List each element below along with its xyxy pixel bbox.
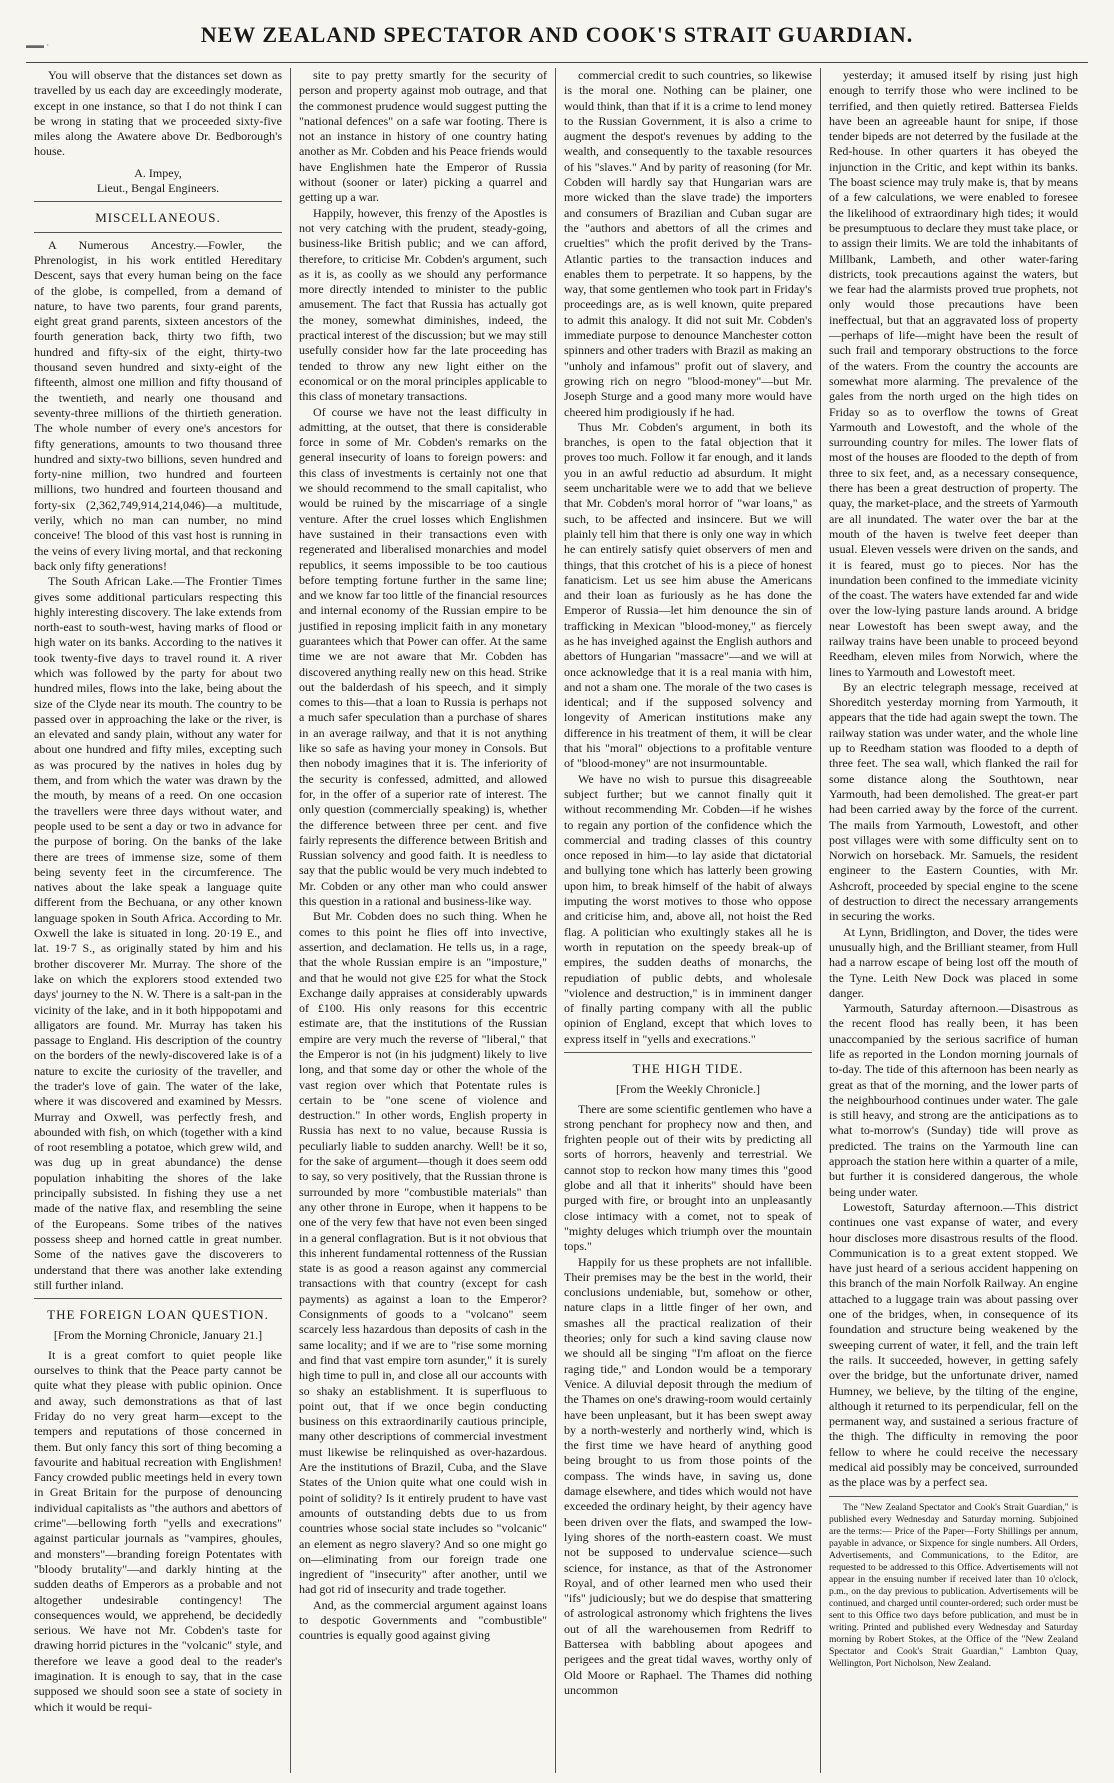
article-source: [From the Weekly Chronicle.] [615,1082,761,1097]
section-divider [34,1298,282,1299]
column-2 [291,68,556,1773]
signature-name: A. Impey, [134,165,182,180]
miscellaneous-heading: MISCELLANEOUS. [95,210,221,226]
section-divider [34,201,282,202]
foreign-loan-heading: THE FOREIGN LOAN QUESTION. [47,1307,269,1323]
publisher-imprint: The "New Zealand Spectator and Cook's Strait Guardian," is published every Wednesday and Saturday morning. Subjoined are the terms:— Price of the Paper—Forty Shillings per annum, payable in advance, or Sixpence for single numbers. All Orders, Advertisements, and Communications, to the Editor, are requested to be addressed to this Office. Advertisements will not appear in the ensuing number if received later than 10 o'clock, p.m., on the day previous to publication. Advertisements will be continued, and charged until counter-ordered; such order must be sent to this Office two days before publication, and must be in writing. Printed and published every Wednesday and Saturday morning by Robert Stokes, at the Office of the "New Zealand Spectator and Cook's Strait Guardian," Lambton Quay, Wellington, Port Nicholson, New Zealand. [829,1502,1078,1669]
signature-role: Lieut., Bengal Engineers. [96,181,220,196]
masthead [26,18,1088,63]
masthead-title: NEW ZEALAND SPECTATOR AND COOK'S STRAIT GUARDIAN. [200,22,914,47]
article-paragraph: commercial credit to such countries, so likewise is the moral one. Nothing can be plainer, one would think, than that if it is a crime to lend money to the Russian Government, it is also a crime to augment the despot's revenues by adding to the wealth, and consequently to the taxable resources of his "slaves." And by parity of reasoning (for Mr. Cobden will hardly say that Hungarian wars are more wicked than the slave trade) the importers and consumers of Brazilian and Cuban sugar are the "authors and abettors of all the crimes and cruelties" which the profit derived by the Trans-Atlantic parties to the transaction induces and enables them to perpetrate. It so happens, by the way, that some gentlemen who took part in Friday's proceedings are, as is well known, quite prepared to admit this analogy. It did not suit Mr. Cobden's immediate purpose to denounce Manchester cotton spinners and other traders with Brazil as making an "unholy and infamous" profit out of slavery, and growing rich on negro "blood-money"—but Mr. Joseph Sturge and a good many more would have cheered him prodigiously if he had. [564,68,812,419]
article-paragraph: Happily for us these prophets are not infallible. Their premises may be the best in the world, their conclusions undeniable, but, somehow or other, nature claps in a little finger of her own, and smashes all the practical realization of their theories; only for such a kind saving clause now we should all be singing "I'm afloat on the fierce raging tide," and London would be a temporary Venice. A diluvial deposit through the medium of the Thames on one's drawing-room would certainly have been unpleasant, but it has been swept away by a north-westerly and northerly wind, which is the first time we have heard of anything good being brought to us from those points of the compass. The winds have, in saving us, done damage elsewhere, and tides which would not have exceeded the ordinary height, by their agency have been driven over the flats, and swamped the low-lying shores of the north-eastern coast. We must not be supposed to undervalue science—such science, for instance, as that of the Astronomer Royal, and of other learned men who used their "ifs" judiciously; but we do despise that smattering of astrological astronomy which frightens the lives out of all the warehousemen from Redriff to Battersea with babbling about apogees and perigees and the great tidal waves, worthy only of Old Moore or Raphael. The Thames did nothing uncommon [564,1254,812,1697]
column-3 [556,68,821,1773]
article-paragraph: Happily, however, this frenzy of the Apostles is not very catching with the prudent, steady-going, business-like British public; and we can afford, therefore, to criticise Mr. Cobden's argument, such as it is, as coolly as we should any performance more directly intended to minister to the public amusement. The fact that Russia has actually got the money, somewhat diminishes, indeed, the practical interest of the discussion; but we may still usefully consider how far the late proceeding has tended to throw any new light either on the economical or on the moral principles applicable to this class of monetary transactions. [299,205,547,404]
article-paragraph: And, as the commercial argument against loans to despotic Governments and "combustible" countries is equally good against giving [299,1597,547,1643]
column-4 [821,68,1086,1773]
section-divider [34,232,282,233]
article-paragraph: By an electric telegraph message, received at Shoreditch yesterday morning from Yarmouth, it appears that the tide had again swept the town. The railway station was under water, and the whole line up to Reedham station was flooded to a depth of three feet. The sea wall, which flanked the rail for some distance along the Southtown, near Yarmouth, had been demolished. The great-er part had been carried away by the force of the current. The mails from Yarmouth, Lowestoft, and other post villages were with some difficulty sent on to Norwich on horseback. Mr. Samuels, the resident engineer to the Eastern Counties, with Mr. Ashcroft, proceeded by special engine to the scene of destruction to direct the necessary arrangements in securing the works. [829,679,1078,924]
article-paragraph: Of course we have not the least difficulty in admitting, at the outset, that there is considerable force in some of Mr. Cobden's remarks on the general insecurity of loans to foreign powers: and this class of investments is certainly not one that we should recommend to the small capitalist, who would be ruined by the miscarriage of a single venture. After the cruel losses which Englishmen have sustained in their transactions even with regenerated and liberalised monarchies and model republics, it seems impossible to be too cautious before tempting fortune further in the same line; and we know far too little of the financial resources and internal economy of the Russian empire to be justified in reposing implicit faith in any monetary guarantees which that Power can offer. At the same time we are not aware that Mr. Cobden has discovered anything really new on this head. Strike out the balderdash of his speech, and it simply comes to this—that a loan to Russia is perhaps not a much safer speculation than a purchase of shares in an average railway, and that it is not anything like so safe as having your money in Consols. But then nobody imagines that it is. The inferiority of the security is confessed, admitted, and allowed for, in the offer of a superior rate of interest. The only question (commercially speaking) is, whether the difference between three per cent. and five fairly represents the difference between British and Russian solvency and good faith. It is needless to say that the public would be very much indebted to Mr. Cobden or any other man who could answer this question in a rational and business-like way. [299,404,547,909]
column-1 [26,68,291,1773]
article-paragraph: But Mr. Cobden does no such thing. When he comes to this point he flies off into invective, assertion, and declamation. He tells us, in a rage, that the whole Russian empire is an "imposture," and that he would not give £25 for what the Stock Exchange daily appraises at considerably upwards of £100. His only reasons for this eccentric estimate are, that the institutions of the Russian empire are very much the reverse of "liberal," that the Emperor is not (in his judgment) likely to live long, and that some day or other the whole of the vast region over which that Potentate rules is certain to be "one scene of violence and destruction." In other words, English property in Russia has next to no value, because Russia is peculiarly liable to sudden anarchy. Well! be it so, for the sake of argument—though it does seem odd to say, so very positively, that the Russian throne is surrounded by more "combustible materials" than any other throne in Europe, when it happens to be one of the very few that have not even been singed in a general conflagration. But is it not obvious that this inherent fundamental rottenness of the Russian state is as good a reason against any commercial transactions with that country (except for cash payments) as against a loan to the Emperor? Consignments of goods to a "volcano" seem scarcely less hazardous than deposits of cash in the same locality; and if we are to "rise some morning and find that vast empire torn asunder," it is surely high time to pull in, and close all our accounts with so shaky an establishment. It is superfluous to point out, that if we once begin conducting business on this extraordinarily cautious principle, many other descriptions of commercial investment must likewise be relinquished as over-hazardous. Are the institutions of Brazil, Cuba, and the Slave States of the Union quite what one could wish in point of solidity? Is it entirely prudent to have vast amounts of outstanding debts due to us from countries whose social state includes so "volcanic" an element as negro slavery? And so one might go on—eliminating from our foreign trade one ingredient of "insecurity" after another, until we had got rid of insecurity and trade together. [299,909,547,1597]
article-paragraph: Lowestoft, Saturday afternoon.—This district continues one vast expanse of water, and every hour discloses more disastrous results of the flood. Communication is to a great extent stopped. We have just heard of a serious accident happening on this branch of the main Norfolk Railway. An engine attached to a luggage train was about passing over one of the bridges, when, in consequence of its foundation and structure being weakened by the sweeping current of water, it fell, and the train left the rails. It succeeded, however, in getting safely over the bridge, but the unfortunate driver, named Humney, we believe, by the tilting of the engine, although it returned to its perpendicular, fell on the permanent way, and sustained a serious fracture of the thigh. The difficulty in removing the poor fellow to where he could receive the necessary medical aid possibly may be conceived, surrounded as the place was by a perfect sea. [829,1199,1078,1490]
article-paragraph: site to pay pretty smartly for the security of person and property against mob outrage, and that the commonest prudence would suggest putting the "national defences" on a safe war footing. There is not an instance in history of one country hating another as Mr. Cobden and his Peace friends would have Englishmen hate the Emperor of Russia without (sooner or later) picking a quarrel and getting up a war. [299,68,547,205]
section-divider [829,1496,1078,1497]
article-paragraph: yesterday; it amused itself by rising just high enough to terrify those who were inclined to be terrified, and then quietly retired. Battersea Fields have been an agreeable haunt for snipe, if those tender bipeds are not deterred by the fusilade at the Red-house. In other quarters it has obeyed the injunction in the Critic, and kept within its banks. The boast science may truly make is, that by means of a few calculations, we were enabled to foresee the likelihood of extraordinary high tides; it would be presumptuous to declare they must take place, or to assign their limits. We are told the inhabitants of Millbank, Lambeth, and other water-faring districts, took precautions against the waters, but we fear had the alarmists proved true prophets, not only would those precautions have been ineffectual, but that an aggravated loss of property—perhaps of life—might have been the result of such frail and temporary obstructions to the force of the waters. From the country the accounts are somewhat more alarming. The prevalence of the gales from the north urged on the high tides on Friday so as to overflow the towns of Great Yarmouth and Lowestoft, and the whole of the surrounding country for miles. The lower flats of most of the houses are flooded to the depth of from three to six feet, and, as a necessary consequence, there has been a great destruction of property. The quay, the market-place, and the streets of Yarmouth are all inundated. The water over the bar at the mouth of the haven is twelve feet deeper than usual. Eleven vessels were driven on the sands, and it is feared, must go to pieces. Nor has the inundation been confined to the immediate vicinity of the coast. The waters have extended far and wide over the low-lying pasture lands around. A bridge near Lowestoft has been swept away, and the railway trains have been unable to proceed beyond Reedham, eleven miles from Norwich, where the lines to Yarmouth and Lowestoft meet. [829,68,1079,679]
article-paragraph: A Numerous Ancestry.—Fowler, the Phrenologist, in his work entitled Hereditary Descent, says that every human being on the face of the globe, is compelled, from a demand of nature, to have two parents, four grand parents, eight great grand parents, sixteen ancestors of the fourth generation back, thirty two fifth, two hundred and fifty-six of the eight, thirty-two thousand seven hundred and sixty-eight of the fifteenth, almost one million and fifty thousand of the twentieth, and nearly one thousand and seventy-three millions of the thirtieth generation. The whole number of every one's ancestors for fifty generations, amounts to two thousand three hundred and sixty-two billions, seven hundred and forty-nine million, two hundred and fourteen millions, two hundred and fourteen thousand and forty-six (2,362,749,914,214,046)—a multitude, verily, which no man can number, no mind conceive! The blood of this vast host is running in the veins of every living mortal, and that reckoning back only fifty generations! [34,237,282,573]
article-paragraph: It is a great comfort to quiet people like ourselves to think that the Peace party cannot be quite what they please with public opinion. Once and away, such demonstrations as that of last Friday do no very great harm—except to the tempers and reputations of those concerned in them. But only fancy this sort of thing becoming a favourite and habitual recreation with Englishmen! Fancy crowded public meetings held in every town in Great Britain for the purpose of denouncing individual capitalists as "the authors and abettors of crime"—bellowing forth "yells and execrations" against particular journals as "vampires, ghoules, and monsters"—branding foreign Potentates with "bloody brutality"—and darkly hinting at the sudden deaths of Emperors as a probable and not altogether undesirable contingency! The consequences would, we apprehend, be decidedly serious. We have not Mr. Cobden's taste for drawing horrid pictures in the "volcanic" style, and therefore we leave a good deal to the reader's imagination. It is enough to say, that in the case supposed we should soon see a state of society in which it would be requi- [34,1347,282,1714]
folio-mark: ▬▬ · [26,40,50,50]
columns-container [26,68,1088,1773]
article-source: [From the Morning Chronicle, January 21.] [53,1328,263,1343]
article-paragraph: There are some scientific gentlemen who have a strong penchant for prophecy now and then, and frighten people out of their wits by predicting all sorts of horrors, heavenly and terrestrial. We cannot stop to reckon how many times this "good globe and all that it inherits" should have been purged with fire, or brought into an unpleasantly close intimacy with a comet, not to speak of "mighty deluges which triumph over the mountain tops." [564,1101,812,1254]
article-paragraph: At Lynn, Bridlington, and Dover, the tides were unusually high, and the Brilliant steamer, from Hull had a narrow escape of being lost off the mouth of the Tyne. Leith New Dock was placed in some danger. [829,924,1078,1000]
article-paragraph: Yarmouth, Saturday afternoon.—Disastrous as the recent flood has really been, it has been unaccompanied by the serious sacrifice of human life as reported in the London morning journals of to-day. The tide of this afternoon has been nearly as great as that of the morning, and the lower parts of the neighbourhood continues under water. The gale is still heavy, and strong are the anticipations as to what to-morrow's (Sunday) tide will prove as predicted. The trains on the Yarmouth line can approach the station here within a quarter of a mile, but further it is considered dangerous, the whole being under water. [829,1001,1078,1199]
letter-conclusion: You will observe that the distances set down as travelled by us each day are exceedingly moderate, except in one instance, so that I do not think I can be wrong in stating that we proceeded sixty-five miles along the Awatere above Dr. Bedborough's house. [34,68,282,159]
high-tide-heading: THE HIGH TIDE. [632,1061,744,1076]
article-paragraph: The South African Lake.—The Frontier Times gives some additional particulars respecting this highly interesting discovery. The lake extends from north-east to south-west, having marks of flood or high water on its banks. According to the natives it took twenty-five days to travel round it. A river which was followed by the party for about two hundred miles, flows into the lake, being about the size of the Clyde near its mouth. The country to be passed over in approaching the lake or the river, is an elevated and sandy plain, without any water for about one hundred and fifty miles, excepting such as was procured by the natives in holes dug by them, and from which the water was drawn by the the mouth, by means of a reed. On one occasion the travellers were three days without water, and people used to be sent a day or two in advance for the purpose of boring. On the banks of the lake there are trees of immense size, some of them being seventy feet in the circumference. The natives about the lake speak a language quite different from the Bechuana, or any other known language spoken in South Africa. According to Mr. Oxwell the lake is situated in long. 20·19 E., and lat. 19·7 S., as originally stated by him and his brother discoverer Mr. Murray. The shore of the lake on which the explorers stood extended two days' journey to the N. W. There is a salt-pan in the vicinity of the lake, and in it both hippopotami and alligators are found. Mr. Murray has taken his passage to England. His description of the country on the borders of the newly-discovered lake is of a nature to excite the curiosity of the traveller, and the trader's love of gain. The water of the lake, where it was discovered and examined by Messrs. Murray and Oxwell, was perfectly fresh, and abounded with fish, on which (together with a kind of root resembling a potatoe, which grew wild, and was dug up in great abundance) the dense population inhabiting the shores of the lake principally subsisted. In fishing they use a net made of the native flax, and resembling the seine of the Europeans. Some tribes of the natives possess sheep and horned cattle in great number. Some of the natives gave the discoverers to understand that there was another lake extending still further inland. [34,574,282,1292]
article-paragraph: We have no wish to pursue this disagreeable subject further; but we cannot finally quit it without recommending Mr. Cobden—if he wishes to regain any portion of the confidence which the commercial and trading classes of this country once reposed in him—to lay aside that dictatorial and bullying tone which has latterly been growing upon him, to break himself of the habit of always imputing the worst motives to those who oppose and criticise him, and, above all, not hoist the Red flag. A politician who exultingly stakes all he is worth in reputation on the speedy break-up of empires, the sudden deaths of monarchs, the repudiation of public debts, and wholesale "violence and destruction," is in imminent danger of finally parting company with all the public opinion of England, except that which loves to express itself in "yells and execrations." [564,771,812,1046]
article-paragraph: Thus Mr. Cobden's argument, in both its branches, is open to the fatal objection that it proves too much. Follow it far enough, and it lands you in an awful reductio ad absurdum. It might seem uncharitable were we to add that we believe that Mr. Cobden's moral horror of "war loans," as such, to be affected and insincere. But we will plainly tell him that there is only one way in which he can entirely satisfy quiet observers of men and things, that this crotchet of his is a piece of honest fanaticism. Let us see him abuse the Americans and their loan as furiously as he has done the Emperor of Russia—let him denounce the sin of trafficking in Mexican "blood-money," as fiercely as he has inveighed against the English authors and abettors of Hungarian "massacre"—and we will at once acknowledge that it is a real mania with him, and not a sham one. The morale of the two cases is identical; and if the supposed solvency and longevity of American institutions make any difference in his treatment of them, it will be clear that his "moral" objections to a profitable venture of "blood-money" are not insurmountable. [564,419,812,771]
section-divider [564,1052,812,1053]
